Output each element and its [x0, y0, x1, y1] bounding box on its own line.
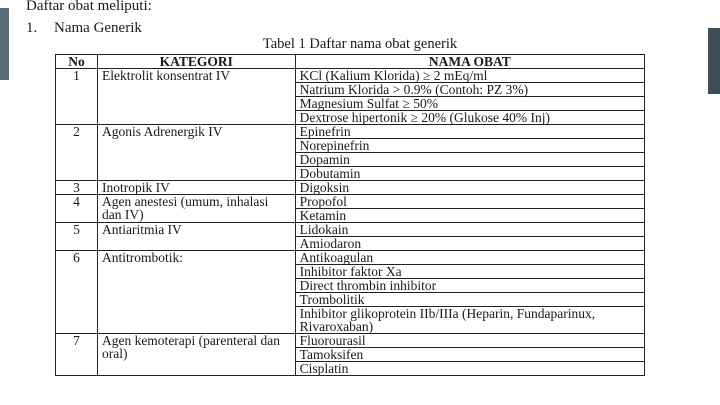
table-body	[56, 69, 645, 376]
table-row	[56, 195, 645, 209]
cell-no: 2	[56, 125, 98, 181]
table-row	[56, 251, 645, 265]
drug-table	[55, 54, 645, 376]
cell-kategori: Agen kemoterapi (parenteral dan oral)	[97, 334, 295, 376]
cell-nama-obat: Cisplatin	[295, 362, 644, 376]
right-edge-decoration	[708, 0, 720, 405]
cell-kategori: Elektrolit konsentrat IV	[97, 69, 295, 125]
cell-nama-obat: Inhibitor faktor Xa	[295, 265, 644, 279]
cell-nama-obat: Norepinefrin	[295, 139, 644, 153]
table-caption: Tabel 1 Daftar nama obat generik	[262, 36, 458, 52]
table-row	[56, 69, 645, 83]
cell-nama-obat: Dopamin	[295, 153, 644, 167]
cell-nama-obat: Trombolitik	[295, 293, 644, 307]
cell-nama-obat: Propofol	[295, 195, 644, 209]
cell-nama-obat: Lidokain	[295, 223, 644, 237]
cell-no: 3	[56, 181, 98, 195]
cell-nama-obat: Fluorourasil	[295, 334, 644, 348]
cell-nama-obat: Epinefrin	[295, 125, 644, 139]
cell-no: 5	[56, 223, 98, 251]
left-edge-decoration	[0, 0, 9, 405]
cell-nama-obat: Digoksin	[295, 181, 644, 195]
cell-nama-obat: Dobutamin	[295, 167, 644, 181]
cell-kategori: Antiaritmia IV	[97, 223, 295, 251]
cell-nama-obat: Dextrose hipertonik ≥ 20% (Glukose 40% Inj)	[295, 111, 644, 125]
cell-no: 6	[56, 251, 98, 334]
cell-nama-obat: Inhibitor glikoprotein IIb/IIIa (Heparin, Fundaparinux, Rivaroxaban)	[295, 307, 644, 334]
cell-no: 1	[56, 69, 98, 125]
table-row	[56, 223, 645, 237]
table-row	[56, 334, 645, 348]
cell-nama-obat: Magnesium Sulfat ≥ 50%	[295, 97, 644, 111]
header-kategori: KATEGORI	[97, 55, 295, 69]
table-row	[56, 181, 645, 195]
cell-nama-obat: Natrium Klorida > 0.9% (Contoh: PZ 3%)	[295, 83, 644, 97]
cell-nama-obat: Ketamin	[295, 209, 644, 223]
header-no: No	[56, 55, 98, 69]
list-item-generic	[26, 20, 142, 37]
cell-kategori: Antitrombotik:	[97, 251, 295, 334]
list-number: 1.	[26, 20, 38, 36]
list-label: Nama Generik	[54, 20, 142, 36]
table-row	[56, 125, 645, 139]
intro-text: Daftar obat meliputi:	[26, 0, 152, 14]
cell-kategori: Agonis Adrenergik IV	[97, 125, 295, 181]
cell-kategori: Inotropik IV	[97, 181, 295, 195]
header-nama-obat: NAMA OBAT	[295, 55, 644, 69]
cell-nama-obat: Antikoagulan	[295, 251, 644, 265]
cell-nama-obat: Tamoksifen	[295, 348, 644, 362]
cell-nama-obat: KCl (Kalium Klorida) ≥ 2 mEq/ml	[295, 69, 644, 83]
cell-kategori: Agen anestesi (umum, inhalasi dan IV)	[97, 195, 295, 223]
cell-no: 7	[56, 334, 98, 376]
cell-nama-obat: Direct thrombin inhibitor	[295, 279, 644, 293]
table-header-row	[56, 55, 645, 69]
cell-nama-obat: Amiodaron	[295, 237, 644, 251]
cell-no: 4	[56, 195, 98, 223]
